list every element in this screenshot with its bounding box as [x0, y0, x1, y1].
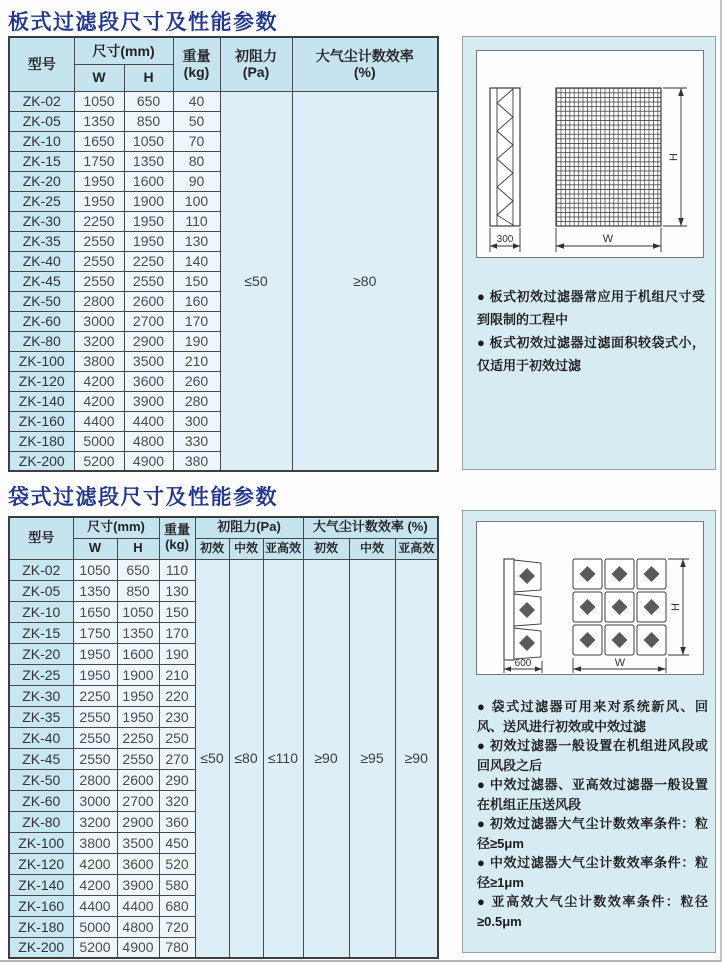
model-cell: ZK-40 [9, 251, 74, 271]
merged-value-cell: ≥80 [292, 91, 438, 471]
bag-section-title: 袋式过滤段尺寸及性能参数 [8, 486, 278, 509]
value-cell: 280 [173, 391, 220, 411]
value-cell: 210 [159, 664, 195, 685]
bag-side-view [504, 559, 541, 660]
note-item: ● 板式初效过滤器过滤面积较袋式小，仅适用于初效过滤 [477, 335, 705, 373]
value-cell: 4900 [117, 937, 159, 958]
merged-value-cell: ≥90 [395, 559, 438, 958]
note-item: ● 袋式过滤器可用来对系统新风、回风、送风进行初效或中效过滤 [477, 699, 708, 734]
value-cell: 1900 [117, 664, 159, 685]
value-cell: 2700 [124, 311, 173, 331]
model-cell: ZK-160 [9, 411, 74, 431]
value-cell: 150 [173, 271, 220, 291]
value-cell: 1650 [73, 601, 117, 622]
note-item: ● 初效过滤器大气尘计数效率条件：粒径≥5μm [477, 816, 708, 851]
merged-value-cell: ≤110 [263, 559, 303, 958]
value-cell: 2550 [117, 748, 159, 769]
model-cell: ZK-15 [9, 622, 73, 643]
value-cell: 1050 [73, 559, 117, 580]
bag-info-panel [462, 510, 716, 953]
note-item: ● 中效过滤器、亚高效过滤器一般设置在机组正压送风段 [477, 777, 708, 812]
value-cell: 4200 [74, 391, 124, 411]
value-cell: 140 [173, 251, 220, 271]
value-cell: 260 [173, 371, 220, 391]
value-cell: 580 [159, 874, 195, 895]
table1-body [9, 91, 438, 471]
value-cell: 5000 [74, 431, 124, 451]
value-cell: 2550 [74, 231, 124, 251]
value-cell: 160 [173, 291, 220, 311]
value-cell: 2700 [117, 790, 159, 811]
panel1-notes [477, 285, 705, 377]
plate-table-header [9, 37, 438, 91]
value-cell: 5200 [74, 451, 124, 471]
value-cell: 170 [173, 311, 220, 331]
value-cell: 190 [173, 331, 220, 351]
value-cell: 4200 [74, 371, 124, 391]
model-cell: ZK-02 [9, 559, 73, 580]
bag-front-view [573, 559, 666, 655]
value-cell: 4200 [73, 853, 117, 874]
svg-text:W: W [602, 233, 614, 245]
value-cell: 2550 [73, 748, 117, 769]
value-cell: 2900 [124, 331, 173, 351]
header-resist-subhepa: 亚高效 [263, 538, 303, 559]
table-row [9, 559, 438, 580]
value-cell: 680 [159, 895, 195, 916]
value-cell: 4800 [117, 916, 159, 937]
value-cell: 170 [159, 622, 195, 643]
value-cell: 780 [159, 937, 195, 958]
value-cell: 1050 [117, 601, 159, 622]
value-cell: 650 [124, 91, 173, 111]
merged-value-cell: ≥90 [303, 559, 349, 958]
value-cell: 4400 [73, 895, 117, 916]
value-cell: 320 [159, 790, 195, 811]
value-cell: 2550 [124, 271, 173, 291]
value-cell: 250 [159, 727, 195, 748]
value-cell: 3000 [73, 790, 117, 811]
value-cell: 80 [173, 151, 220, 171]
model-cell: ZK-30 [9, 211, 74, 231]
value-cell: 450 [159, 832, 195, 853]
value-cell: 3800 [74, 351, 124, 371]
header-efficiency: 大气尘计数效率 (%) [292, 37, 438, 91]
value-cell: 2550 [73, 727, 117, 748]
header-w: W [74, 64, 124, 91]
value-cell: 1950 [124, 211, 173, 231]
value-cell: 110 [159, 559, 195, 580]
model-cell: ZK-30 [9, 685, 73, 706]
model-cell: ZK-100 [9, 351, 74, 371]
table-row [9, 91, 438, 111]
model-cell: ZK-200 [9, 451, 74, 471]
model-cell: ZK-180 [9, 916, 73, 937]
value-cell: 2800 [73, 769, 117, 790]
value-cell: 1950 [117, 685, 159, 706]
model-cell: ZK-160 [9, 895, 73, 916]
model-cell: ZK-50 [9, 769, 73, 790]
value-cell: 100 [173, 191, 220, 211]
plate-info-panel [462, 36, 716, 470]
value-cell: 720 [159, 916, 195, 937]
value-cell: 2250 [73, 685, 117, 706]
model-cell: ZK-140 [9, 391, 74, 411]
model-cell: ZK-05 [9, 580, 73, 601]
value-cell: 2600 [124, 291, 173, 311]
value-cell: 90 [173, 171, 220, 191]
value-cell: 650 [117, 559, 159, 580]
value-cell: 300 [173, 411, 220, 431]
header-eff-primary: 初效 [303, 538, 349, 559]
value-cell: 2250 [124, 251, 173, 271]
value-cell: 230 [159, 706, 195, 727]
value-cell: 4900 [124, 451, 173, 471]
header-eff-subhepa: 亚高效 [395, 538, 438, 559]
value-cell: 520 [159, 853, 195, 874]
svg-text:600: 600 [514, 658, 532, 669]
value-cell: 3200 [74, 331, 124, 351]
value-cell: 330 [173, 431, 220, 451]
model-cell: ZK-140 [9, 874, 73, 895]
note-item: ● 亚高效大气尘计数效率条件：粒径≥0.5μm [477, 894, 708, 929]
header-resist-primary: 初效 [195, 538, 229, 559]
value-cell: 130 [173, 231, 220, 251]
note-item: ● 中效过滤器大气尘计数效率条件：粒径≥1μm [477, 855, 708, 890]
value-cell: 210 [173, 351, 220, 371]
value-cell: 4400 [74, 411, 124, 431]
header-model: 型号 [9, 517, 73, 559]
value-cell: 5000 [73, 916, 117, 937]
value-cell: 3000 [74, 311, 124, 331]
header-resistance: 初阻力 (Pa) [220, 37, 292, 91]
model-cell: ZK-05 [9, 111, 74, 131]
value-cell: 2900 [117, 811, 159, 832]
model-cell: ZK-45 [9, 271, 74, 291]
plate-front-view [556, 88, 661, 226]
header-eff-medium: 中效 [349, 538, 395, 559]
bag-filter-diagram [477, 522, 703, 674]
merged-value-cell: ≥95 [349, 559, 395, 958]
model-cell: ZK-100 [9, 832, 73, 853]
value-cell: 270 [159, 748, 195, 769]
svg-text:H: H [668, 153, 680, 161]
table2-body [9, 559, 438, 958]
value-cell: 70 [173, 131, 220, 151]
header-weight: 重量 (kg) [173, 37, 220, 91]
value-cell: 4400 [124, 411, 173, 431]
value-cell: 1900 [124, 191, 173, 211]
value-cell: 2600 [117, 769, 159, 790]
model-cell: ZK-80 [9, 331, 74, 351]
model-cell: ZK-02 [9, 91, 74, 111]
model-cell: ZK-35 [9, 706, 73, 727]
value-cell: 150 [159, 601, 195, 622]
header-resist-medium: 中效 [229, 538, 263, 559]
value-cell: 50 [173, 111, 220, 131]
header-size-group: 尺寸(mm) [74, 37, 173, 64]
value-cell: 130 [159, 580, 195, 601]
value-cell: 3200 [73, 811, 117, 832]
width-dimension [556, 228, 661, 252]
model-cell: ZK-25 [9, 191, 74, 211]
value-cell: 1950 [73, 664, 117, 685]
value-cell: 1950 [74, 191, 124, 211]
model-cell: ZK-80 [9, 811, 73, 832]
model-cell: ZK-35 [9, 231, 74, 251]
model-cell: ZK-15 [9, 151, 74, 171]
value-cell: 290 [159, 769, 195, 790]
bag-diagram-box [476, 521, 704, 675]
plate-filter-diagram [477, 51, 703, 257]
value-cell: 1350 [74, 111, 124, 131]
model-cell: ZK-50 [9, 291, 74, 311]
plate-section-title: 板式过滤段尺寸及性能参数 [8, 11, 278, 34]
value-cell: 3500 [124, 351, 173, 371]
header-model: 型号 [9, 37, 74, 91]
value-cell: 40 [173, 91, 220, 111]
value-cell: 3800 [73, 832, 117, 853]
value-cell: 1950 [73, 643, 117, 664]
value-cell: 1650 [74, 131, 124, 151]
value-cell: 2550 [74, 271, 124, 291]
model-cell: ZK-120 [9, 371, 74, 391]
value-cell: 2800 [74, 291, 124, 311]
value-cell: 2550 [73, 706, 117, 727]
note-item: ● 初效过滤器一般设置在机组进风段或回风段之后 [477, 738, 708, 773]
value-cell: 850 [117, 580, 159, 601]
value-cell: 3900 [124, 391, 173, 411]
value-cell: 3500 [117, 832, 159, 853]
model-cell: ZK-20 [9, 171, 74, 191]
header-size-group: 尺寸(mm) [73, 517, 159, 538]
value-cell: 1950 [74, 171, 124, 191]
value-cell: 850 [124, 111, 173, 131]
model-cell: ZK-180 [9, 431, 74, 451]
value-cell: 380 [173, 451, 220, 471]
depth-dimension [490, 228, 520, 252]
plate-filter-table [8, 36, 439, 472]
value-cell: 3900 [117, 874, 159, 895]
svg-text:H: H [670, 603, 682, 611]
model-cell: ZK-45 [9, 748, 73, 769]
note-item: ● 板式初效过滤器常应用于机组尺寸受到限制的工程中 [477, 289, 705, 327]
width-dimension [573, 657, 666, 673]
value-cell: 360 [159, 811, 195, 832]
value-cell: 1750 [73, 622, 117, 643]
header-efficiency-group: 大气尘计数效率 (%) [303, 517, 438, 538]
value-cell: 4400 [117, 895, 159, 916]
model-cell: ZK-10 [9, 131, 74, 151]
header-h: H [124, 64, 173, 91]
value-cell: 2550 [74, 251, 124, 271]
model-cell: ZK-60 [9, 790, 73, 811]
value-cell: 1600 [124, 171, 173, 191]
value-cell: 1050 [74, 91, 124, 111]
value-cell: 1350 [124, 151, 173, 171]
value-cell: 1750 [74, 151, 124, 171]
value-cell: 5200 [73, 937, 117, 958]
model-cell: ZK-25 [9, 664, 73, 685]
value-cell: 220 [159, 685, 195, 706]
value-cell: 2250 [74, 211, 124, 231]
svg-text:W: W [614, 657, 626, 669]
value-cell: 2250 [117, 727, 159, 748]
model-cell: ZK-40 [9, 727, 73, 748]
value-cell: 1350 [73, 580, 117, 601]
merged-value-cell: ≤80 [229, 559, 263, 958]
model-cell: ZK-20 [9, 643, 73, 664]
header-h: H [117, 538, 159, 559]
panel2-notes [477, 697, 708, 931]
model-cell: ZK-60 [9, 311, 74, 331]
value-cell: 1950 [124, 231, 173, 251]
value-cell: 4800 [124, 431, 173, 451]
bag-filter-table [8, 516, 439, 959]
header-resistance-group: 初阻力(Pa) [195, 517, 303, 538]
plate-diagram-box [476, 50, 704, 258]
header-w: W [73, 538, 117, 559]
value-cell: 3600 [124, 371, 173, 391]
value-cell: 1950 [117, 706, 159, 727]
merged-value-cell: ≤50 [220, 91, 292, 471]
bag-table-header [9, 517, 438, 559]
model-cell: ZK-200 [9, 937, 73, 958]
value-cell: 110 [173, 211, 220, 231]
height-dimension [663, 88, 687, 226]
value-cell: 1600 [117, 643, 159, 664]
header-weight: 重量 (kg) [159, 517, 195, 559]
value-cell: 1050 [124, 131, 173, 151]
value-cell: 1350 [117, 622, 159, 643]
plate-side-view [490, 88, 520, 226]
value-cell: 3600 [117, 853, 159, 874]
model-cell: ZK-120 [9, 853, 73, 874]
value-cell: 190 [159, 643, 195, 664]
value-cell: 4200 [73, 874, 117, 895]
model-cell: ZK-10 [9, 601, 73, 622]
merged-value-cell: ≤50 [195, 559, 229, 958]
svg-text:300: 300 [496, 234, 514, 245]
height-dimension [668, 559, 689, 655]
